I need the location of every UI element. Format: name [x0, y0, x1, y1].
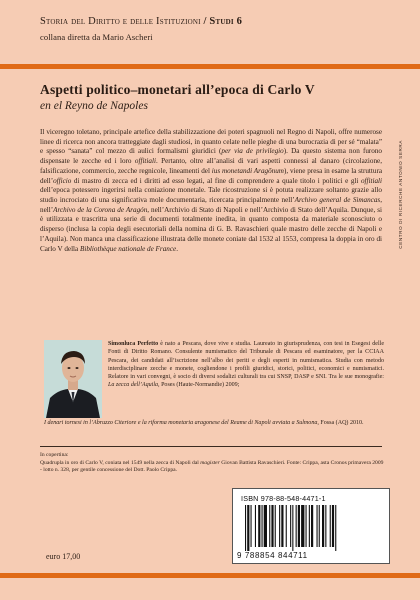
book-abstract [40, 128, 382, 336]
abstract-text-run: Il viceregno toletano, principale artefice della stabilizzazione dei poteri spagnuoli nel Regno di Napoli, offre numerose linee di ricerca non ancora tratteggiate dagli studiosi, in quanto celate nelle pieghe di una burocrazia di per sé “malata” e spesso “sanata” col mezzo di aulici formalismi giuridici ( [40, 128, 382, 156]
barcode-icon [243, 505, 379, 551]
author-portrait-image [44, 340, 102, 418]
barcode-bar [317, 505, 318, 547]
author-photo [44, 340, 102, 418]
cover-note-text-italic: magister [200, 459, 220, 466]
barcode-bar [311, 505, 313, 547]
barcode-bar [247, 505, 249, 551]
abstract-italic-run: offitiali [360, 176, 382, 185]
author-name: Simonluca Perfetto [108, 341, 159, 347]
barcode-bar [264, 505, 267, 547]
barcode-bar [262, 505, 263, 547]
series-director: collana diretta da Mario Ascheri [40, 32, 153, 42]
barcode-bar [325, 505, 326, 547]
barcode-bar [301, 505, 304, 547]
series-volume: Studi 6 [209, 16, 243, 27]
author-bio-continued [44, 419, 384, 427]
barcode-bar [251, 505, 252, 547]
barcode-bar [322, 505, 324, 547]
barcode-bar [286, 505, 287, 547]
cover-note-text-b: Giovan Battista Ravaschieri. Fonte: Crippa, asta Cronos primavera 2009 - lotto n. 328, per gentile concessione del Dott. Paolo Crippa. [40, 459, 384, 474]
barcode-bar [271, 505, 273, 547]
barcode-bar [306, 505, 307, 547]
barcode-bar [292, 505, 293, 551]
author-bio-end: , Fossa (AQ) 2010. [317, 420, 364, 426]
barcode-bar [279, 505, 280, 547]
barcode-bar [258, 505, 260, 547]
book-subtitle: en el Reyno de Napoles [40, 100, 148, 112]
barcode-bar [296, 505, 297, 547]
barcode-bar [255, 505, 256, 547]
abstract-text-run: , nell’ [40, 196, 382, 214]
barcode-bar [245, 505, 246, 551]
isbn-barcode-box [232, 488, 390, 564]
price-label: euro 17,00 [46, 552, 81, 561]
series-line [40, 16, 380, 27]
abstract-italic-run: Archivo general de Simancas [294, 196, 381, 205]
abstract-italic-run: Archivo de la Corona de Aragón [53, 205, 148, 214]
barcode-bar [269, 505, 270, 547]
barcode-bar [290, 505, 291, 547]
author-bio [108, 340, 384, 390]
cover-note-text-a: Quadrupla in oro di Carlo V, coniata nel 1549 nella zecca di Napoli dal [40, 459, 201, 466]
book-title: Aspetti politico–monetari all’epoca di Carlo V [40, 82, 315, 97]
author-bio-text: è nato a Pescara, dove vive e studia. Laureato in giurisprudenza, con tesi in Esegesi delle Fonti di Diritto Romano. Consulente numismatico del Tribunale di Pescara ed esaminatore, per la CCIAA Pescara, dei candidati all’iscrizione nell’albo dei periti e degli esperti in numismatica. Studia con metodo interdisciplinare zecche e monete, cogliendone i profili giuridici, storici, politici, economici e numismatici. Relatore in vari convegni, è socio di diversi sodalizi culturali tra cui SNSP, DASP e SNI. Tra le sue monografie: [108, 341, 385, 381]
barcode-bar [332, 505, 334, 547]
abstract-text-run: , nell’Archivio di Stato di Napoli e nell’Archivio di Stato dell’Aquila. Dunque, si è utilizzata e trascritta una serie di documenti totalmente inedita, in quanto composta da materiale sconosciuto o disperso (inclusa la copia degli esecutoriali della nomina di G. B. Ravaschieri quale mastro delle zecche di Napoli e l’Aquila). Non manca una classificazione illustrata delle monete coniate dal 1532 al 1553, compresa la doppia in oro di Carlo V della [40, 205, 382, 253]
barcode-bar [330, 505, 331, 547]
barcode-bar [281, 505, 283, 547]
cover-note [40, 452, 384, 475]
abstract-italic-run: officio [53, 176, 72, 185]
abstract-text-run: di mastro di zecca ed i diritti ad esso legati, al fine di comprendere a quale titolo i politici e gli [71, 176, 361, 185]
barcode-bar [298, 505, 300, 547]
abstract-text-run: ), viene presa in esame la struttura dell’ [40, 166, 382, 185]
author-work-1: La zecca dell’Aquila [108, 382, 159, 389]
series-name: Storia del Diritto e delle Istituzioni [40, 16, 201, 27]
barcode-bar [309, 505, 310, 547]
barcode-bar [335, 505, 336, 551]
abstract-text-run: . [176, 244, 178, 253]
abstract-italic-run: ius monetandi Aragōnum [211, 166, 284, 175]
barcode-digits: 9 788854 844711 [237, 551, 308, 560]
abstract-italic-run: per via de privilegio [221, 147, 284, 156]
abstract-italic-run: Bibliothèque nationale de France [80, 244, 177, 253]
section-divider [40, 446, 382, 447]
isbn-label: ISBN 978-88-548-4471-1 [241, 494, 326, 503]
top-accent-rule [0, 64, 420, 69]
abstract-text-run: dell’epoca potessero ingerirsi nella coniazione monetale. Tale ricostruzione si è potuta realizzare soltanto grazie allo studio incrociato di una significativa mole documentaria, ricercata principalmente nell’ [40, 186, 382, 205]
cover-note-heading: In copertina: [40, 452, 69, 458]
spine-credit: CENTRO DI RICERCHE ANTONIO SERRA [398, 140, 403, 249]
series-separator: / [200, 16, 210, 27]
bottom-margin [0, 578, 420, 600]
barcode-bar [275, 505, 276, 547]
barcode-bar [319, 505, 320, 547]
abstract-text-run: ). Da questo sistema non furono dispensate le zecche ed i loro [40, 147, 382, 166]
abstract-italic-run: offitiali [134, 157, 156, 166]
author-bio-middle: , Poses (Haute-Normandie) 2009; [158, 382, 240, 389]
author-work-2: I denari tornesi in l’Abruzzo Citeriore e la riforma monetaria aragonese del Reame di Napoli avviata a Sulmona [44, 420, 318, 426]
abstract-text-run: . Pertanto, oltre all’analisi di vari aspetti connessi al danaro (circolazione, falsificazione, commercio, zecche regnicole, lineamenti del [40, 157, 382, 175]
